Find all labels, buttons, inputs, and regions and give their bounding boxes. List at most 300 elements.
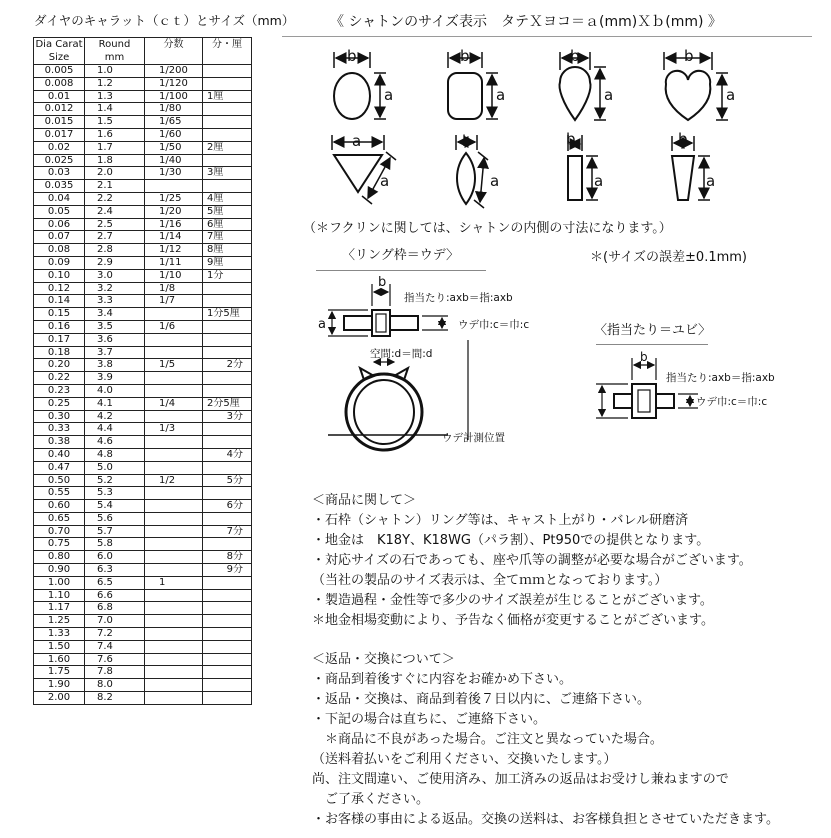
table-title: ダイヤのキャラット（ｃｔ）とサイズ（mm） (34, 13, 295, 28)
cell-carat: 1.00 (34, 576, 85, 589)
ring-title-underline (316, 270, 486, 271)
cell-bu-rin (203, 692, 252, 705)
cell-bu-rin (203, 103, 252, 116)
chaton-size-title: 《 シャトンのサイズ表示 タテＸヨコ＝ａ(mm)Ｘｂ(mm) 》 (330, 14, 722, 30)
table-row (34, 308, 252, 321)
table-row (34, 525, 252, 538)
cell-round-mm: 2.8 (85, 244, 145, 257)
cell-bu-rin (203, 628, 252, 641)
cell-round-mm: 3.7 (85, 346, 145, 359)
cell-round-mm: 1.0 (85, 65, 145, 78)
product-note-line: ＊地金相場変動により、予告なく価格が変更することがございます。 (312, 613, 714, 628)
cell-fraction (145, 679, 203, 692)
cell-round-mm: 3.3 (85, 295, 145, 308)
cell-fraction (145, 512, 203, 525)
cell-fraction (145, 500, 203, 513)
ring-label-a: a (318, 317, 326, 332)
label-a-tapered: a (706, 172, 716, 190)
cell-bu-rin (203, 128, 252, 141)
table-row (34, 564, 252, 577)
cell-round-mm: 1.5 (85, 116, 145, 129)
table-row (34, 269, 252, 282)
cell-round-mm: 1.3 (85, 90, 145, 103)
cell-round-mm: 7.4 (85, 640, 145, 653)
cell-bu-rin: 9分 (203, 564, 252, 577)
title-divider (282, 36, 812, 37)
table-row (34, 551, 252, 564)
cell-fraction (145, 461, 203, 474)
cell-bu-rin (203, 180, 252, 193)
cell-round-mm: 5.3 (85, 487, 145, 500)
cell-bu-rin (203, 576, 252, 589)
cell-bu-rin: 5分 (203, 474, 252, 487)
cell-carat: 0.017 (34, 128, 85, 141)
shape-pear (560, 47, 614, 120)
cell-carat: 1.60 (34, 653, 85, 666)
cell-bu-rin (203, 346, 252, 359)
cell-round-mm: 6.0 (85, 551, 145, 564)
cell-carat: 0.33 (34, 423, 85, 436)
table-row (34, 192, 252, 205)
table-row (34, 282, 252, 295)
cell-carat: 0.40 (34, 448, 85, 461)
cell-fraction: 1/3 (145, 423, 203, 436)
table-row (34, 448, 252, 461)
label-b-heart: b (684, 47, 694, 65)
cell-fraction (145, 640, 203, 653)
cell-round-mm: 2.4 (85, 205, 145, 218)
cell-carat: 1.50 (34, 640, 85, 653)
return-notes-title: ＜返品・交換について＞ (312, 652, 455, 667)
cell-carat: 0.47 (34, 461, 85, 474)
shape-round (334, 47, 393, 119)
cell-fraction (145, 487, 203, 500)
table-row (34, 628, 252, 641)
cell-carat: 0.008 (34, 77, 85, 90)
label-a2-triangle: a (380, 172, 390, 190)
cell-round-mm: 1.7 (85, 141, 145, 154)
cell-round-mm: 4.4 (85, 423, 145, 436)
cell-bu-rin (203, 295, 252, 308)
cell-round-mm: 1.2 (85, 77, 145, 90)
ring-finger-contact-label: 指当たり:axb＝指:axb (404, 292, 513, 304)
cell-bu-rin: 1分5厘 (203, 308, 252, 321)
cell-carat: 0.02 (34, 141, 85, 154)
table-row (34, 474, 252, 487)
cell-carat: 0.17 (34, 333, 85, 346)
cell-carat: 0.80 (34, 551, 85, 564)
table-row (34, 461, 252, 474)
shape-cushion (448, 47, 505, 119)
table-row (34, 256, 252, 269)
cell-bu-rin (203, 461, 252, 474)
label-a-pear: a (604, 86, 614, 104)
cell-fraction (145, 410, 203, 423)
shape-heart (664, 47, 735, 120)
cell-fraction: 1/8 (145, 282, 203, 295)
ring-label-b: b (378, 275, 387, 290)
label-b-pear: b (570, 47, 580, 65)
table-header-row (34, 38, 252, 65)
cell-carat: 0.015 (34, 116, 85, 129)
table-row (34, 436, 252, 449)
cell-bu-rin (203, 538, 252, 551)
cell-fraction: 1/30 (145, 167, 203, 180)
table-row (34, 359, 252, 372)
label-a-baguette: a (594, 172, 604, 190)
ring-section-title: 〈リング枠＝ウデ〉 (342, 248, 460, 263)
cell-bu-rin: 7分 (203, 525, 252, 538)
table-row (34, 487, 252, 500)
cell-fraction: 1/120 (145, 77, 203, 90)
cell-bu-rin: 2分5厘 (203, 397, 252, 410)
cell-round-mm: 7.2 (85, 628, 145, 641)
cell-fraction: 1/12 (145, 244, 203, 257)
product-note-line: ・地金は K18Y、K18WG（パラ割）、Pt950での提供となります。 (312, 533, 710, 548)
cell-round-mm: 3.2 (85, 282, 145, 295)
cell-round-mm: 2.9 (85, 256, 145, 269)
cell-carat: 1.17 (34, 602, 85, 615)
cell-round-mm: 3.5 (85, 320, 145, 333)
cell-round-mm: 5.2 (85, 474, 145, 487)
product-notes-title: ＜商品に関して＞ (312, 493, 417, 508)
cell-bu-rin: 1分 (203, 269, 252, 282)
cell-fraction (145, 346, 203, 359)
product-note-line: ・製造過程・金性等で多少のサイズ誤差が生じることがございます。 (312, 593, 713, 608)
cell-carat: 0.09 (34, 256, 85, 269)
label-a-heart: a (726, 86, 736, 104)
table-row (34, 384, 252, 397)
yubi-diagram (594, 350, 704, 430)
table-row (34, 218, 252, 231)
cell-fraction (145, 615, 203, 628)
cell-carat: 0.65 (34, 512, 85, 525)
product-note-line: （当社の製品のサイズ表示は、全てｍｍとなっております。） (312, 573, 668, 588)
cell-round-mm: 6.3 (85, 564, 145, 577)
cell-carat: 0.22 (34, 372, 85, 385)
cell-fraction: 1/6 (145, 320, 203, 333)
cell-round-mm: 2.2 (85, 192, 145, 205)
product-note-line: ・対応サイズの石であっても、座や爪等の調整が必要な場合がございます。 (312, 553, 752, 568)
cell-fraction: 1/100 (145, 90, 203, 103)
cell-fraction: 1/80 (145, 103, 203, 116)
cell-fraction (145, 308, 203, 321)
cell-round-mm: 8.2 (85, 692, 145, 705)
table-row (34, 692, 252, 705)
cell-bu-rin (203, 282, 252, 295)
cell-carat: 0.07 (34, 231, 85, 244)
cell-carat: 0.70 (34, 525, 85, 538)
cell-round-mm: 1.4 (85, 103, 145, 116)
cell-carat: 0.12 (34, 282, 85, 295)
cell-carat: 0.30 (34, 410, 85, 423)
return-notes (312, 650, 779, 830)
header-dia-carat: Dia Carat Size (35, 39, 83, 63)
cell-round-mm: 2.5 (85, 218, 145, 231)
cell-fraction: 1/11 (145, 256, 203, 269)
cell-fraction (145, 564, 203, 577)
cell-bu-rin (203, 602, 252, 615)
cell-round-mm: 3.9 (85, 372, 145, 385)
cell-bu-rin (203, 384, 252, 397)
cell-round-mm: 6.5 (85, 576, 145, 589)
cell-fraction: 1/10 (145, 269, 203, 282)
label-a-marquise: a (490, 172, 500, 190)
table-row (34, 538, 252, 551)
cell-bu-rin (203, 333, 252, 346)
yubi-finger-contact-label: 指当たり:axb＝指:axb (666, 372, 775, 384)
table-row (34, 244, 252, 257)
cell-bu-rin: 6分 (203, 500, 252, 513)
cell-carat: 1.25 (34, 615, 85, 628)
cell-bu-rin (203, 589, 252, 602)
ring-band-width-label: ウデ巾:c＝巾:c (458, 319, 530, 331)
return-note-line: 尚、注文間違い、ご使用済み、加工済みの返品はお受けし兼ねますので (312, 772, 729, 787)
cell-bu-rin: 8分 (203, 551, 252, 564)
cell-carat: 0.38 (34, 436, 85, 449)
cell-bu-rin (203, 653, 252, 666)
cell-bu-rin (203, 679, 252, 692)
return-note-line: ・商品到着後すぐに内容をお確かめ下さい。 (312, 672, 573, 687)
table-row (34, 372, 252, 385)
yubi-band-width-label: ウデ巾:c＝巾:c (696, 396, 768, 408)
cell-fraction (145, 333, 203, 346)
cell-fraction (145, 653, 203, 666)
shape-marquise (456, 132, 499, 208)
cell-round-mm: 2.7 (85, 231, 145, 244)
shape-triangle (332, 132, 396, 204)
cell-carat: 0.10 (34, 269, 85, 282)
cell-bu-rin (203, 487, 252, 500)
cell-fraction (145, 372, 203, 385)
cell-carat: 0.08 (34, 244, 85, 257)
cell-carat: 0.15 (34, 308, 85, 321)
cell-round-mm: 5.6 (85, 512, 145, 525)
cell-bu-rin (203, 666, 252, 679)
cell-bu-rin (203, 640, 252, 653)
cell-bu-rin (203, 423, 252, 436)
tolerance-note: ＊(サイズの誤差±0.1mm) (590, 250, 747, 265)
cell-bu-rin: 8厘 (203, 244, 252, 257)
cell-fraction (145, 628, 203, 641)
cell-round-mm: 6.8 (85, 602, 145, 615)
cell-carat: 0.20 (34, 359, 85, 372)
cell-round-mm: 7.0 (85, 615, 145, 628)
cell-fraction (145, 436, 203, 449)
cell-fraction: 1/40 (145, 154, 203, 167)
cell-fraction: 1/50 (145, 141, 203, 154)
cell-carat: 0.18 (34, 346, 85, 359)
table-row (34, 653, 252, 666)
cell-fraction (145, 525, 203, 538)
chaton-shapes-diagram (300, 40, 780, 215)
label-b-cushion: b (460, 47, 470, 65)
table-row (34, 512, 252, 525)
table-row (34, 141, 252, 154)
cell-fraction (145, 384, 203, 397)
cell-carat: 0.035 (34, 180, 85, 193)
cell-carat: 1.90 (34, 679, 85, 692)
cell-round-mm: 1.8 (85, 154, 145, 167)
cell-carat: 0.005 (34, 65, 85, 78)
cell-bu-rin: 2厘 (203, 141, 252, 154)
cell-carat: 0.03 (34, 167, 85, 180)
table-row (34, 154, 252, 167)
cell-round-mm: 8.0 (85, 679, 145, 692)
cell-fraction (145, 602, 203, 615)
cell-fraction (145, 692, 203, 705)
cell-round-mm: 7.6 (85, 653, 145, 666)
cell-fraction: 1/4 (145, 397, 203, 410)
return-note-line: ・返品・交換は、商品到着後７日以内に、ご連絡下さい。 (312, 692, 651, 707)
cell-round-mm: 5.4 (85, 500, 145, 513)
fukurin-note: （＊フクリンに関しては、シャトンの内側の寸法になります。） (303, 221, 672, 236)
header-bu-rin: 分・厘 (203, 38, 252, 65)
cell-fraction: 1/7 (145, 295, 203, 308)
cell-bu-rin (203, 65, 252, 78)
cell-bu-rin: 6厘 (203, 218, 252, 231)
cell-carat: 1.75 (34, 666, 85, 679)
cell-round-mm: 4.2 (85, 410, 145, 423)
table-row (34, 167, 252, 180)
label-a-cushion: a (496, 86, 506, 104)
table-row (34, 205, 252, 218)
ring-measure-position-label: ウデ計測位置 (442, 432, 505, 444)
cell-round-mm: 3.4 (85, 308, 145, 321)
cell-bu-rin (203, 615, 252, 628)
cell-carat: 0.50 (34, 474, 85, 487)
cell-carat: 0.90 (34, 564, 85, 577)
cell-carat: 0.025 (34, 154, 85, 167)
cell-fraction (145, 180, 203, 193)
table-row (34, 423, 252, 436)
cell-round-mm: 5.7 (85, 525, 145, 538)
cell-carat: 0.16 (34, 320, 85, 333)
cell-carat: 0.04 (34, 192, 85, 205)
cell-carat: 0.25 (34, 397, 85, 410)
yubi-title-underline (596, 344, 708, 345)
ring-gap-label: 空間:d＝間:d (370, 348, 433, 360)
cell-bu-rin: 4厘 (203, 192, 252, 205)
label-a-round: a (384, 86, 394, 104)
cell-bu-rin (203, 372, 252, 385)
cell-bu-rin: 7厘 (203, 231, 252, 244)
cell-round-mm: 6.6 (85, 589, 145, 602)
cell-bu-rin: 3厘 (203, 167, 252, 180)
table-row (34, 589, 252, 602)
cell-fraction: 1/200 (145, 65, 203, 78)
cell-carat: 0.75 (34, 538, 85, 551)
cell-carat: 0.23 (34, 384, 85, 397)
table-row (34, 103, 252, 116)
cell-carat: 0.55 (34, 487, 85, 500)
cell-fraction: 1/60 (145, 128, 203, 141)
table-row (34, 90, 252, 103)
table-row (34, 231, 252, 244)
cell-round-mm: 4.6 (85, 436, 145, 449)
cell-round-mm: 3.0 (85, 269, 145, 282)
table-row (34, 397, 252, 410)
return-note-line: ・下記の場合は直ちに、ご連絡下さい。 (312, 712, 547, 727)
table-row (34, 116, 252, 129)
shape-baguette (566, 130, 603, 200)
yubi-section-title: 〈指当たり＝ユビ〉 (594, 323, 712, 338)
cell-round-mm: 4.0 (85, 384, 145, 397)
table-row (34, 295, 252, 308)
cell-round-mm: 1.6 (85, 128, 145, 141)
product-note-line: ・石枠（シャトン）リング等は、キャスト上がり・バレル研磨済 (312, 513, 689, 528)
header-fraction: 分数 (145, 38, 203, 65)
label-b-tapered: b (678, 130, 688, 148)
cell-bu-rin (203, 116, 252, 129)
cell-fraction: 1/14 (145, 231, 203, 244)
cell-round-mm: 2.1 (85, 180, 145, 193)
cell-carat: 0.06 (34, 218, 85, 231)
cell-round-mm: 3.8 (85, 359, 145, 372)
table-row (34, 500, 252, 513)
cell-round-mm: 4.1 (85, 397, 145, 410)
cell-fraction: 1/2 (145, 474, 203, 487)
table-row (34, 640, 252, 653)
cell-fraction (145, 551, 203, 564)
cell-fraction: 1/20 (145, 205, 203, 218)
table-row (34, 666, 252, 679)
table-row (34, 346, 252, 359)
cell-round-mm: 4.8 (85, 448, 145, 461)
cell-fraction: 1/65 (145, 116, 203, 129)
table-row (34, 410, 252, 423)
label-b-baguette: b (566, 130, 576, 148)
cell-carat: 0.05 (34, 205, 85, 218)
cell-carat: 0.14 (34, 295, 85, 308)
yubi-label-b: b (640, 350, 648, 364)
cell-bu-rin: 9厘 (203, 256, 252, 269)
header-round-mm: Round mm (85, 38, 145, 65)
table-row (34, 576, 252, 589)
cell-fraction: 1/5 (145, 359, 203, 372)
cell-carat: 1.10 (34, 589, 85, 602)
cell-fraction: 1 (145, 576, 203, 589)
label-a-triangle: a (352, 132, 362, 150)
label-b-round: b (347, 47, 357, 65)
table-row (34, 180, 252, 193)
cell-fraction: 1/16 (145, 218, 203, 231)
cell-bu-rin (203, 436, 252, 449)
cell-carat: 0.01 (34, 90, 85, 103)
cell-fraction: 1/25 (145, 192, 203, 205)
carat-size-table (33, 37, 252, 705)
table-row (34, 65, 252, 78)
table-row (34, 77, 252, 90)
cell-carat: 0.012 (34, 103, 85, 116)
cell-carat: 2.00 (34, 692, 85, 705)
table-row (34, 333, 252, 346)
cell-bu-rin: 3分 (203, 410, 252, 423)
cell-fraction (145, 589, 203, 602)
cell-bu-rin (203, 512, 252, 525)
label-b-marquise: b (462, 132, 472, 150)
cell-carat: 1.33 (34, 628, 85, 641)
table-row (34, 679, 252, 692)
cell-bu-rin (203, 320, 252, 333)
cell-bu-rin: 2分 (203, 359, 252, 372)
table-row (34, 615, 252, 628)
return-note-line: （送料着払いをご利用ください、交換いたします。） (312, 752, 617, 767)
cell-round-mm: 3.6 (85, 333, 145, 346)
return-note-line: ご了承ください。 (312, 792, 430, 807)
cell-round-mm: 2.0 (85, 167, 145, 180)
table-row (34, 602, 252, 615)
